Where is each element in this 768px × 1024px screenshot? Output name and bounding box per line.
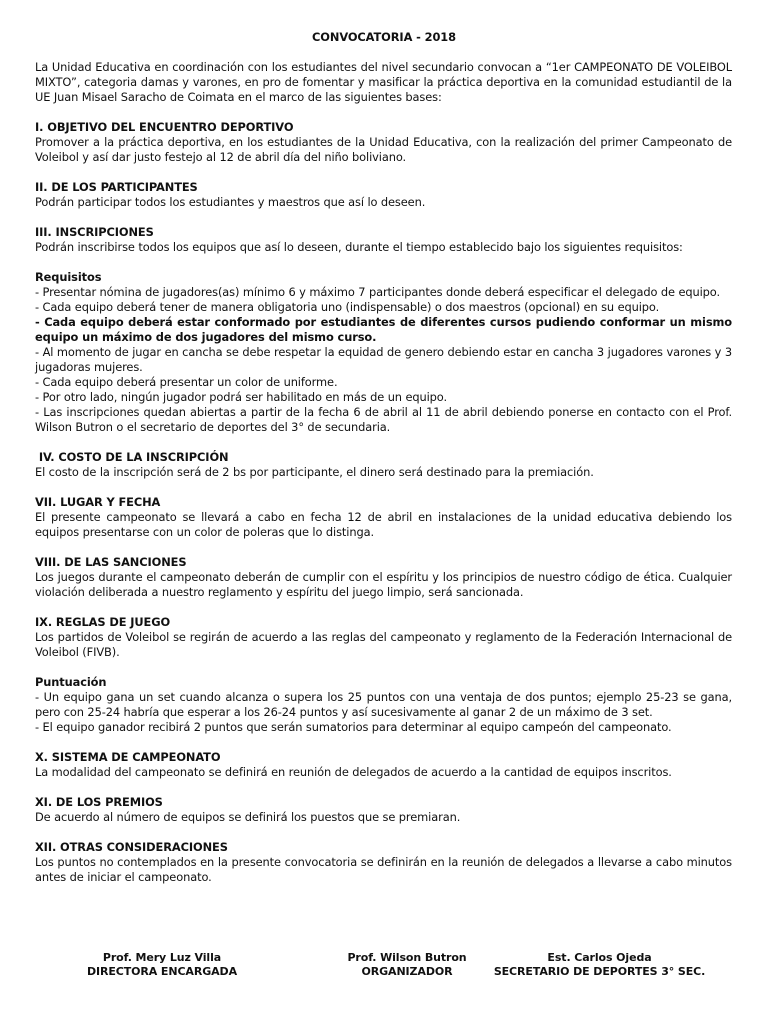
section-text: Podrán participar todos los estudiantes y maestros que así lo deseen. (35, 195, 426, 209)
section-text: La modalidad del campeonato se definirá en reunión de delegados de acuerdo a la cantidad de equipos inscritos. (35, 765, 672, 779)
signature-name: Prof. Wilson Butron (347, 951, 467, 964)
section-text: Los partidos de Voleibol se regirán de acuerdo a las reglas del campeonato y reglamento de la Federación Internacional de Voleibol (FIVB). (35, 630, 732, 659)
section-sanciones (35, 555, 732, 600)
section-heading: III. INSCRIPCIONES (35, 225, 154, 239)
section-reglas (35, 615, 732, 660)
section-lugar (35, 495, 732, 540)
section-text: Los puntos no contemplados en la presente convocatoria se definirán en la reunión de delegados a llevarse a cabo minutos antes de iniciar el campeonato. (35, 855, 732, 884)
section-heading: X. SISTEMA DE CAMPEONATO (35, 750, 221, 764)
section-heading: VIII. DE LAS SANCIONES (35, 555, 187, 569)
subsection-heading: Requisitos (35, 270, 102, 284)
list-item: - Un equipo gana un set cuando alcanza o supera los 25 puntos con una ventaja de dos puntos; ejemplo 25-23 se gana, pero con 25-24 habría que esperar a los 26-24 puntos y así sucesivamente al ganar 2 de un máximo de 3 set. (35, 690, 732, 719)
section-participantes (35, 180, 732, 210)
section-costo (35, 450, 732, 480)
intro-paragraph: La Unidad Educativa en coordinación con los estudiantes del nivel secundario convocan a “1er CAMPEONATO DE VOLEIBOL MIXTO”, categoria damas y varones, en pro de fomentar y masificar la práctica deportiva en la comunidad estudiantil de la UE Juan Misael Saracho de Coimata en el marco de las siguientes bases: (35, 60, 732, 104)
list-item: - Al momento de jugar en cancha se debe respetar la equidad de genero debiendo estar en cancha 3 jugadores varones y 3 jugadoras mujeres. (35, 345, 732, 374)
section-inscripciones (35, 225, 732, 255)
signature-organizador (322, 951, 492, 979)
section-requisitos (35, 270, 732, 435)
section-text: El presente campeonato se llevará a cabo en fecha 12 de abril en instalaciones de la unidad educativa debiendo los equipos presentarse con un color de poleras que lo distinga. (35, 510, 732, 539)
section-text: Podrán inscribirse todos los equipos que así lo deseen, durante el tiempo establecido bajo los siguientes requisitos: (35, 240, 683, 254)
section-text: Los juegos durante el campeonato deberán de cumplir con el espíritu y los principios de nuestro código de ética. Cualquier violación deliberada a nuestro reglamento y espíritu del juego limpio, será sancionada. (35, 570, 732, 599)
list-item: - Cada equipo deberá tener de manera obligatoria uno (indispensable) o dos maestros (opcional) en su equipo. (35, 300, 660, 314)
section-sistema (35, 750, 732, 780)
list-item: - Cada equipo deberá estar conformado por estudiantes de diferentes cursos pudiendo conformar un mismo equipo un máximo de dos jugadores del mismo curso. (35, 315, 732, 344)
signature-secretario (492, 951, 707, 979)
document-title: CONVOCATORIA - 2018 (312, 30, 456, 44)
section-heading: VII. LUGAR Y FECHA (35, 495, 161, 509)
signature-name: Prof. Mery Luz Villa (102, 951, 222, 964)
list-item: - Las inscripciones quedan abiertas a partir de la fecha 6 de abril al 11 de abril debiendo ponerse en contacto con el Prof. Wilson Butron o el secretario de deportes del 3° de secundaria. (35, 405, 732, 434)
list-item: - Por otro lado, ningún jugador podrá ser habilitado en más de un equipo. (35, 390, 447, 404)
section-heading: IV. COSTO DE LA INSCRIPCIÓN (35, 450, 229, 464)
section-text: Promover a la práctica deportiva, en los estudiantes de la Unidad Educativa, con la realización del primer Campeonato de Voleibol y así dar justo festejo al 12 de abril día del niño boliviano. (35, 135, 732, 164)
section-otras (35, 840, 732, 885)
section-puntuacion (35, 675, 732, 735)
document-body (35, 60, 732, 885)
list-item: - El equipo ganador recibirá 2 puntos que serán sumatorios para determinar al equipo campeón del campeonato. (35, 720, 672, 734)
section-heading: II. DE LOS PARTICIPANTES (35, 180, 198, 194)
signature-name: Est. Carlos Ojeda (547, 951, 652, 964)
section-objetivo (35, 120, 732, 165)
section-heading: I. OBJETIVO DEL ENCUENTRO DEPORTIVO (35, 120, 294, 134)
subsection-heading: Puntuación (35, 675, 107, 689)
section-premios (35, 795, 732, 825)
signature-role: SECRETARIO DE DEPORTES 3° SEC. (493, 965, 706, 978)
section-text: De acuerdo al número de equipos se definirá los puestos que se premiaran. (35, 810, 461, 824)
list-item: - Presentar nómina de jugadores(as) mínimo 6 y máximo 7 participantes donde deberá especificar el delegado de equipo. (35, 285, 720, 299)
signature-role: DIRECTORA ENCARGADA (86, 965, 237, 978)
section-heading: XI. DE LOS PREMIOS (35, 795, 163, 809)
signature-role: ORGANIZADOR (361, 965, 453, 978)
list-item: - Cada equipo deberá presentar un color de uniforme. (35, 375, 338, 389)
section-heading: IX. REGLAS DE JUEGO (35, 615, 171, 629)
signature-directora (62, 951, 262, 979)
section-heading: XII. OTRAS CONSIDERACIONES (35, 840, 228, 854)
section-text: El costo de la inscripción será de 2 bs por participante, el dinero será destinado para la premiación. (35, 465, 594, 479)
signature-block (0, 951, 768, 991)
